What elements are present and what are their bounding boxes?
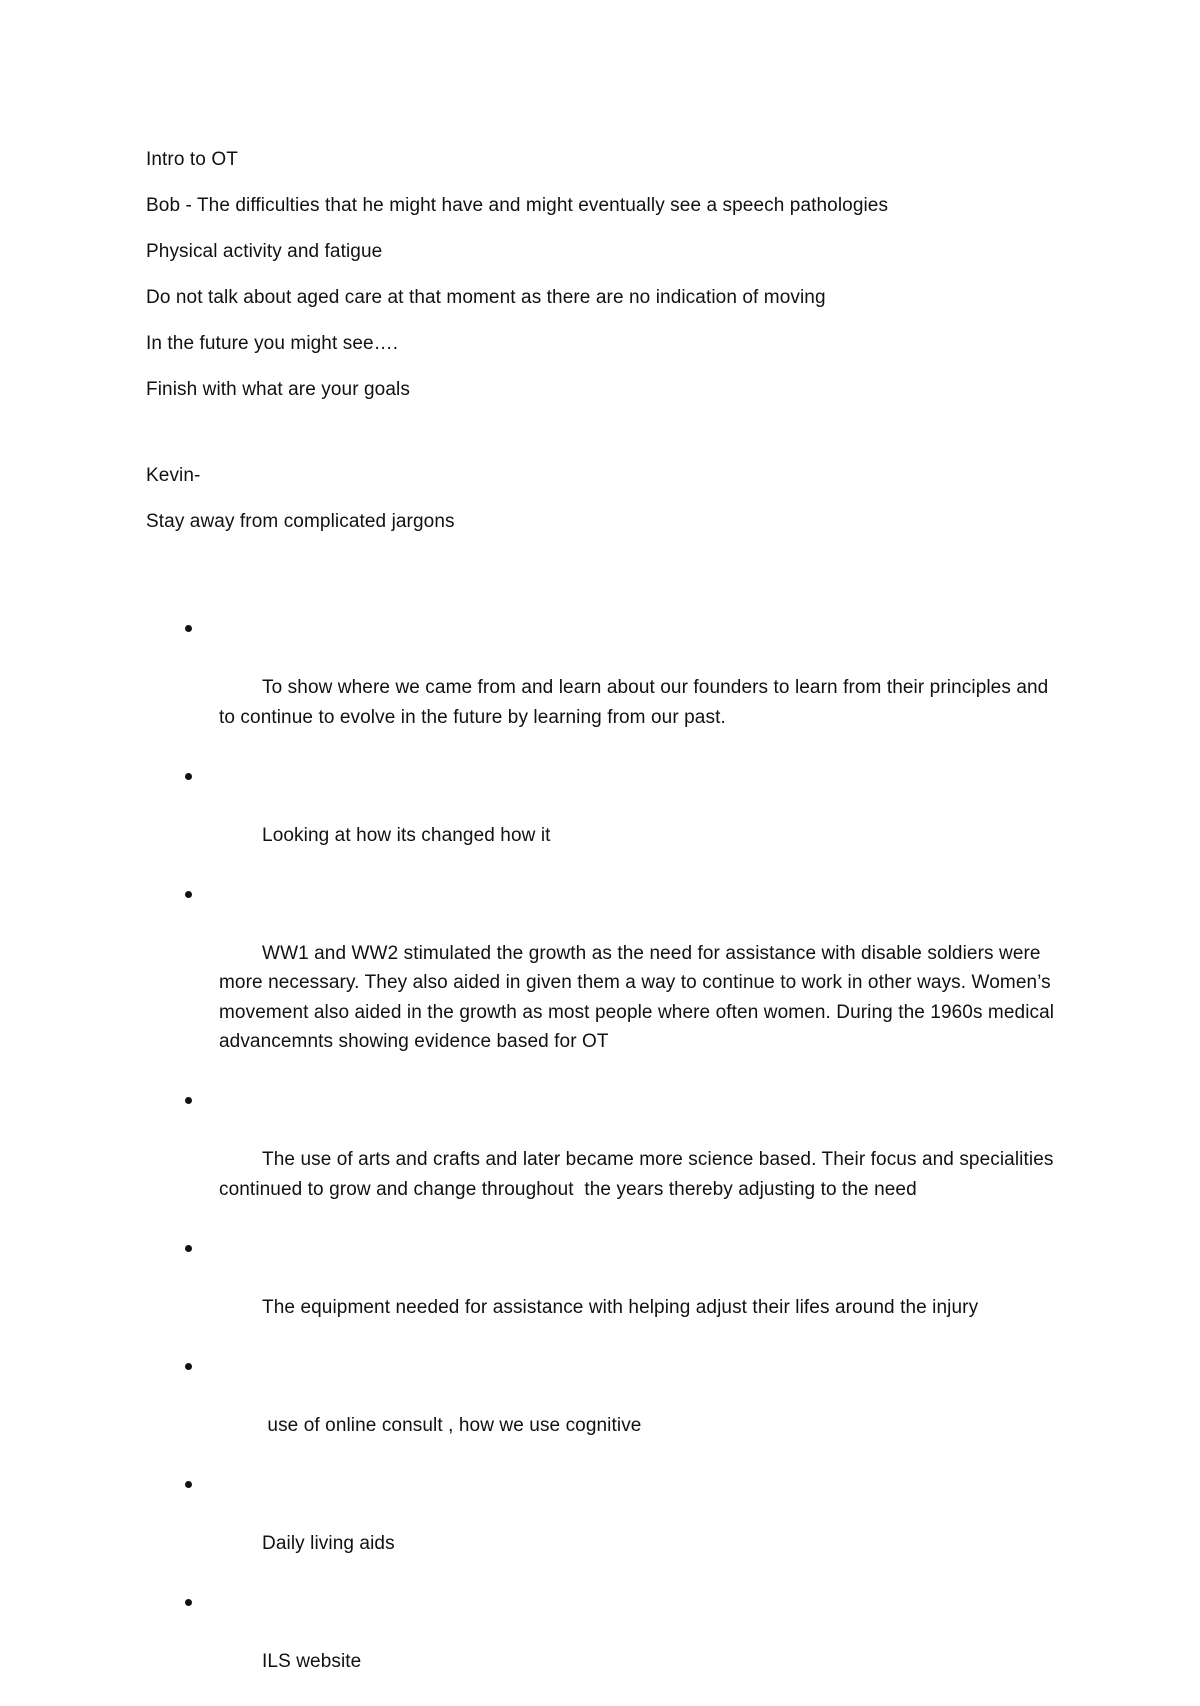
bullet-dot-icon: [185, 1097, 192, 1104]
paragraph-aged-care: Do not talk about aged care at that moment as there are no indication of moving: [146, 287, 826, 308]
bullet-item-arts-crafts: [146, 1086, 1066, 1234]
document-body: [146, 146, 1066, 1706]
bullet-item-founders: [146, 614, 1066, 762]
bullet-text: Looking at how its changed how it: [262, 824, 551, 846]
bullet-text: Daily living aids: [262, 1532, 395, 1554]
paragraph-jargons: Stay away from complicated jargons: [146, 511, 455, 532]
bullet-text: The use of arts and crafts and later became more science based. Their focus and specialities continued to grow and change throughout the years thereby adjusting to the need: [219, 1149, 1059, 1200]
bullet-text: The equipment needed for assistance with helping adjust their lifes around the injury: [262, 1296, 979, 1318]
paragraph-intro-title: Intro to OT: [146, 149, 238, 170]
bullet-dot-icon: [185, 1481, 192, 1488]
blank-line: [146, 422, 1066, 462]
bullet-item-online-consult: [146, 1352, 1066, 1470]
bullet-text: ILS website: [262, 1650, 362, 1672]
paragraph-bob: Bob - The difficulties that he might have and might eventually see a speech pathologies: [146, 195, 889, 216]
bullet-text: use of online consult , how we use cognitive: [262, 1414, 642, 1436]
bullet-dot-icon: [185, 773, 192, 780]
bullet-dot-icon: [185, 1245, 192, 1252]
bullet-dot-icon: [185, 1363, 192, 1370]
bullet-text: WW1 and WW2 stimulated the growth as the need for assistance with disable soldiers were more necessary. They also aided in given them a way to continue to work in other ways. Women’s movement also aided in the growth as most people where often women. During the 1960s medical advancemnts showing evidence based for OT: [219, 942, 1060, 1052]
paragraph-future: In the future you might see….: [146, 333, 399, 354]
bullet-dot-icon: [185, 1599, 192, 1606]
bullet-list: [146, 614, 1066, 1706]
bullet-dot-icon: [185, 625, 192, 632]
paragraph-physical-activity: Physical activity and fatigue: [146, 241, 383, 262]
bullet-item-changed: [146, 762, 1066, 880]
paragraph-kevin: Kevin-: [146, 465, 201, 486]
bullet-item-equipment: [146, 1234, 1066, 1352]
paragraph-goals: Finish with what are your goals: [146, 379, 410, 400]
bullet-dot-icon: [185, 891, 192, 898]
blank-line: [146, 554, 1066, 614]
bullet-item-daily-living: [146, 1470, 1066, 1588]
bullet-item-ww1-ww2: [146, 880, 1066, 1087]
bullet-item-ils-website: [146, 1588, 1066, 1706]
bullet-text: To show where we came from and learn about our founders to learn from their principles and to continue to evolve in the future by learning from our past.: [219, 677, 1054, 728]
